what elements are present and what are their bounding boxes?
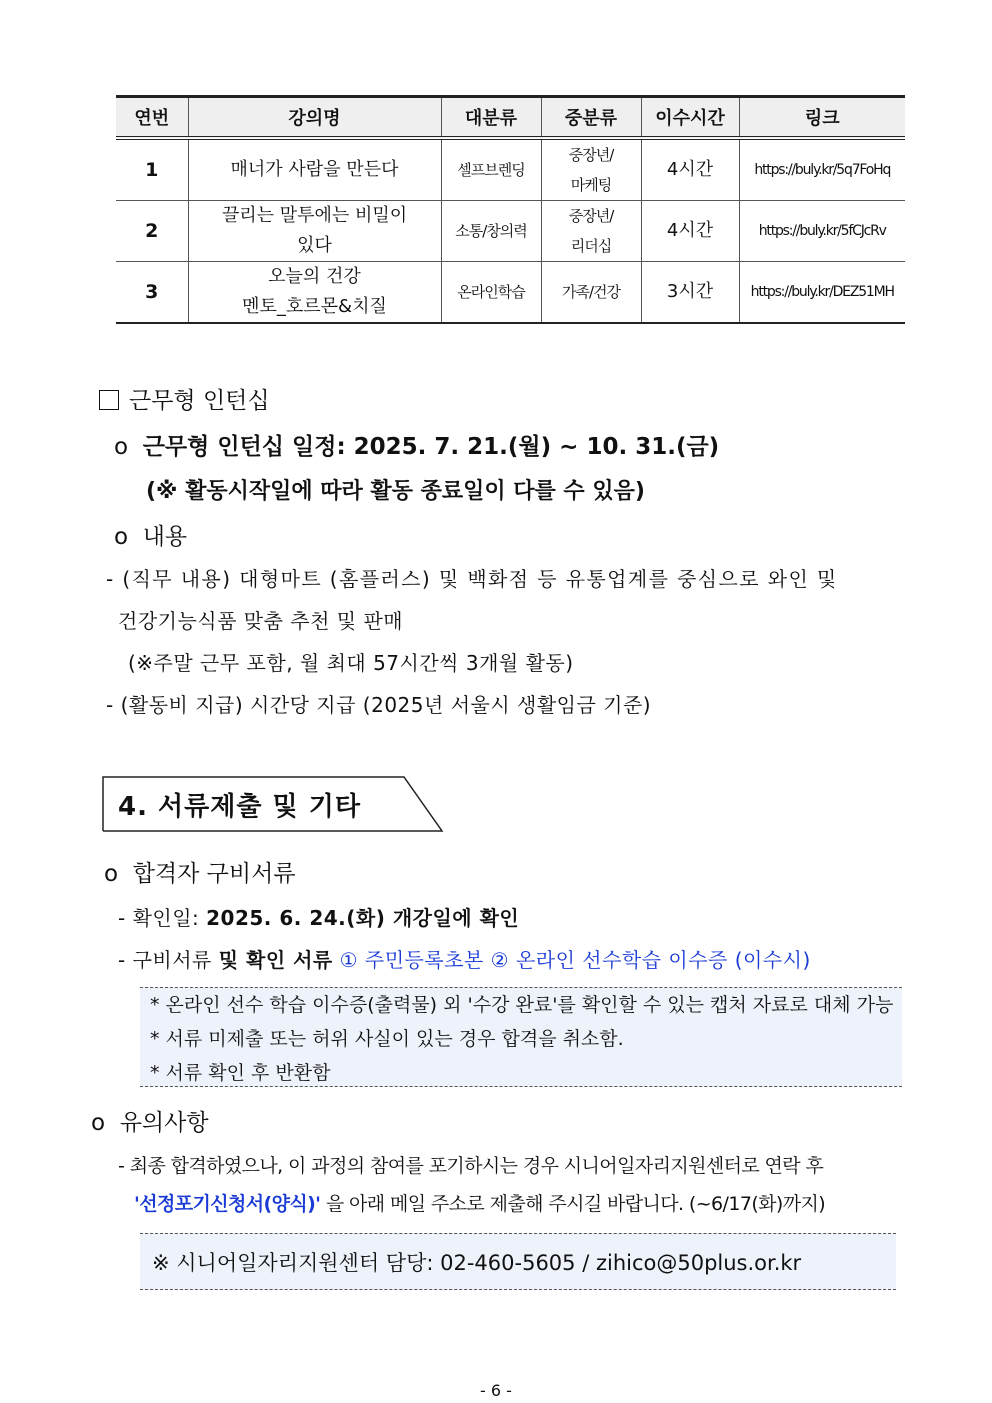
schedule-note: (※ 활동시작일에 따라 활동 종료일이 다를 수 있음) xyxy=(146,479,645,504)
bullet-icon: o xyxy=(104,861,119,887)
bullet-icon: o xyxy=(91,1110,106,1136)
row-link[interactable]: https://buly.kr/5q7FoHq xyxy=(739,138,905,201)
duty-line: - (직무 내용) 대형마트 (홈플러스) 및 백화점 등 유통업계를 중심으로 와인 및 xyxy=(106,567,838,591)
content-label: o 내용 xyxy=(114,524,188,550)
row-title: 매너가 사람을 만든다 xyxy=(188,138,441,201)
row-no: 1 xyxy=(116,138,188,201)
col-header-minor: 중분류 xyxy=(541,97,641,139)
duty-line-cont: 건강기능식품 맞춤 추천 및 판매 xyxy=(118,609,404,633)
table-header-row xyxy=(116,97,905,139)
section-4-banner xyxy=(102,776,442,832)
checkbox-square-icon xyxy=(99,390,119,410)
internship-schedule: o 근무형 인턴십 일정: 2025. 7. 21.(월) ~ 10. 31.(금) xyxy=(114,434,720,460)
confirm-date-line: - 확인일: 2025. 6. 24.(화) 개강일에 확인 xyxy=(118,906,520,930)
caution-line: - 최종 합격하였으나, 이 과정의 참여를 포기하시는 경우 시니어일자리지원센터로 연락 후 xyxy=(118,1155,824,1177)
row-minor: 중장년/ 마케팅 xyxy=(541,138,641,201)
course-table xyxy=(116,95,905,324)
row-hours: 4시간 xyxy=(641,201,739,262)
row-hours: 4시간 xyxy=(641,138,739,201)
duty-note: (※주말 근무 포함, 월 최대 57시간씩 3개월 활동) xyxy=(128,651,574,675)
docs-line: - 구비서류 및 확인 서류 ① 주민등록초본 ② 온라인 선수학습 이수증 (이수시) xyxy=(118,948,811,972)
row-hours: 3시간 xyxy=(641,262,739,324)
section-4-title: 4. 서류제출 및 기타 xyxy=(118,792,361,822)
note-item: * 온라인 선수 학습 이수증(출력물) 외 '수강 완료'를 확인할 수 있는 캡처 자료로 대체 가능 xyxy=(150,994,894,1016)
row-no: 2 xyxy=(116,201,188,262)
row-major: 소통/창의력 xyxy=(441,201,541,262)
row-title: 오늘의 건강 멘토_호르몬&치질 xyxy=(188,262,441,324)
pay-line: - (활동비 지급) 시간당 지급 (2025년 서울시 생활임금 기준) xyxy=(106,693,652,717)
caution-label: o 유의사항 xyxy=(91,1110,209,1136)
contact-info[interactable]: ※ 시니어일자리지원센터 담당: 02-460-5605 / zihico@50plus.or.kr xyxy=(152,1251,802,1275)
notes-box xyxy=(140,987,902,1087)
note-item: * 서류 확인 후 반환함 xyxy=(150,1062,331,1084)
table-row xyxy=(116,262,905,324)
bullet-icon: o xyxy=(114,524,129,550)
page-number: - 6 - xyxy=(480,1381,512,1400)
bullet-icon: o xyxy=(114,434,129,460)
col-header-major: 대분류 xyxy=(441,97,541,139)
table-row xyxy=(116,138,905,201)
col-header-hours: 이수시간 xyxy=(641,97,739,139)
row-no: 3 xyxy=(116,262,188,324)
col-header-no: 연번 xyxy=(116,97,188,139)
row-minor: 가족/건강 xyxy=(541,262,641,324)
caution-line-cont: '선정포기신청서(양식)' 을 아래 메일 주소로 제출해 주시길 바랍니다. (~6/17(화)까지) xyxy=(134,1193,826,1215)
table-row xyxy=(116,201,905,262)
col-header-link: 링크 xyxy=(739,97,905,139)
row-link[interactable]: https://buly.kr/DEZ51MH xyxy=(739,262,905,324)
row-link[interactable]: https://buly.kr/5fCJcRv xyxy=(739,201,905,262)
row-title: 끌리는 말투에는 비밀이 있다 xyxy=(188,201,441,262)
row-major: 온라인학습 xyxy=(441,262,541,324)
note-item: * 서류 미제출 또는 허위 사실이 있는 경우 합격을 취소함. xyxy=(150,1028,624,1050)
row-minor: 중장년/ 리더십 xyxy=(541,201,641,262)
contact-box xyxy=(140,1233,896,1290)
docs-label: o 합격자 구비서류 xyxy=(104,861,296,887)
internship-heading: 근무형 인턴십 xyxy=(99,382,270,415)
row-major: 셀프브렌딩 xyxy=(441,138,541,201)
col-header-title: 강의명 xyxy=(188,97,441,139)
